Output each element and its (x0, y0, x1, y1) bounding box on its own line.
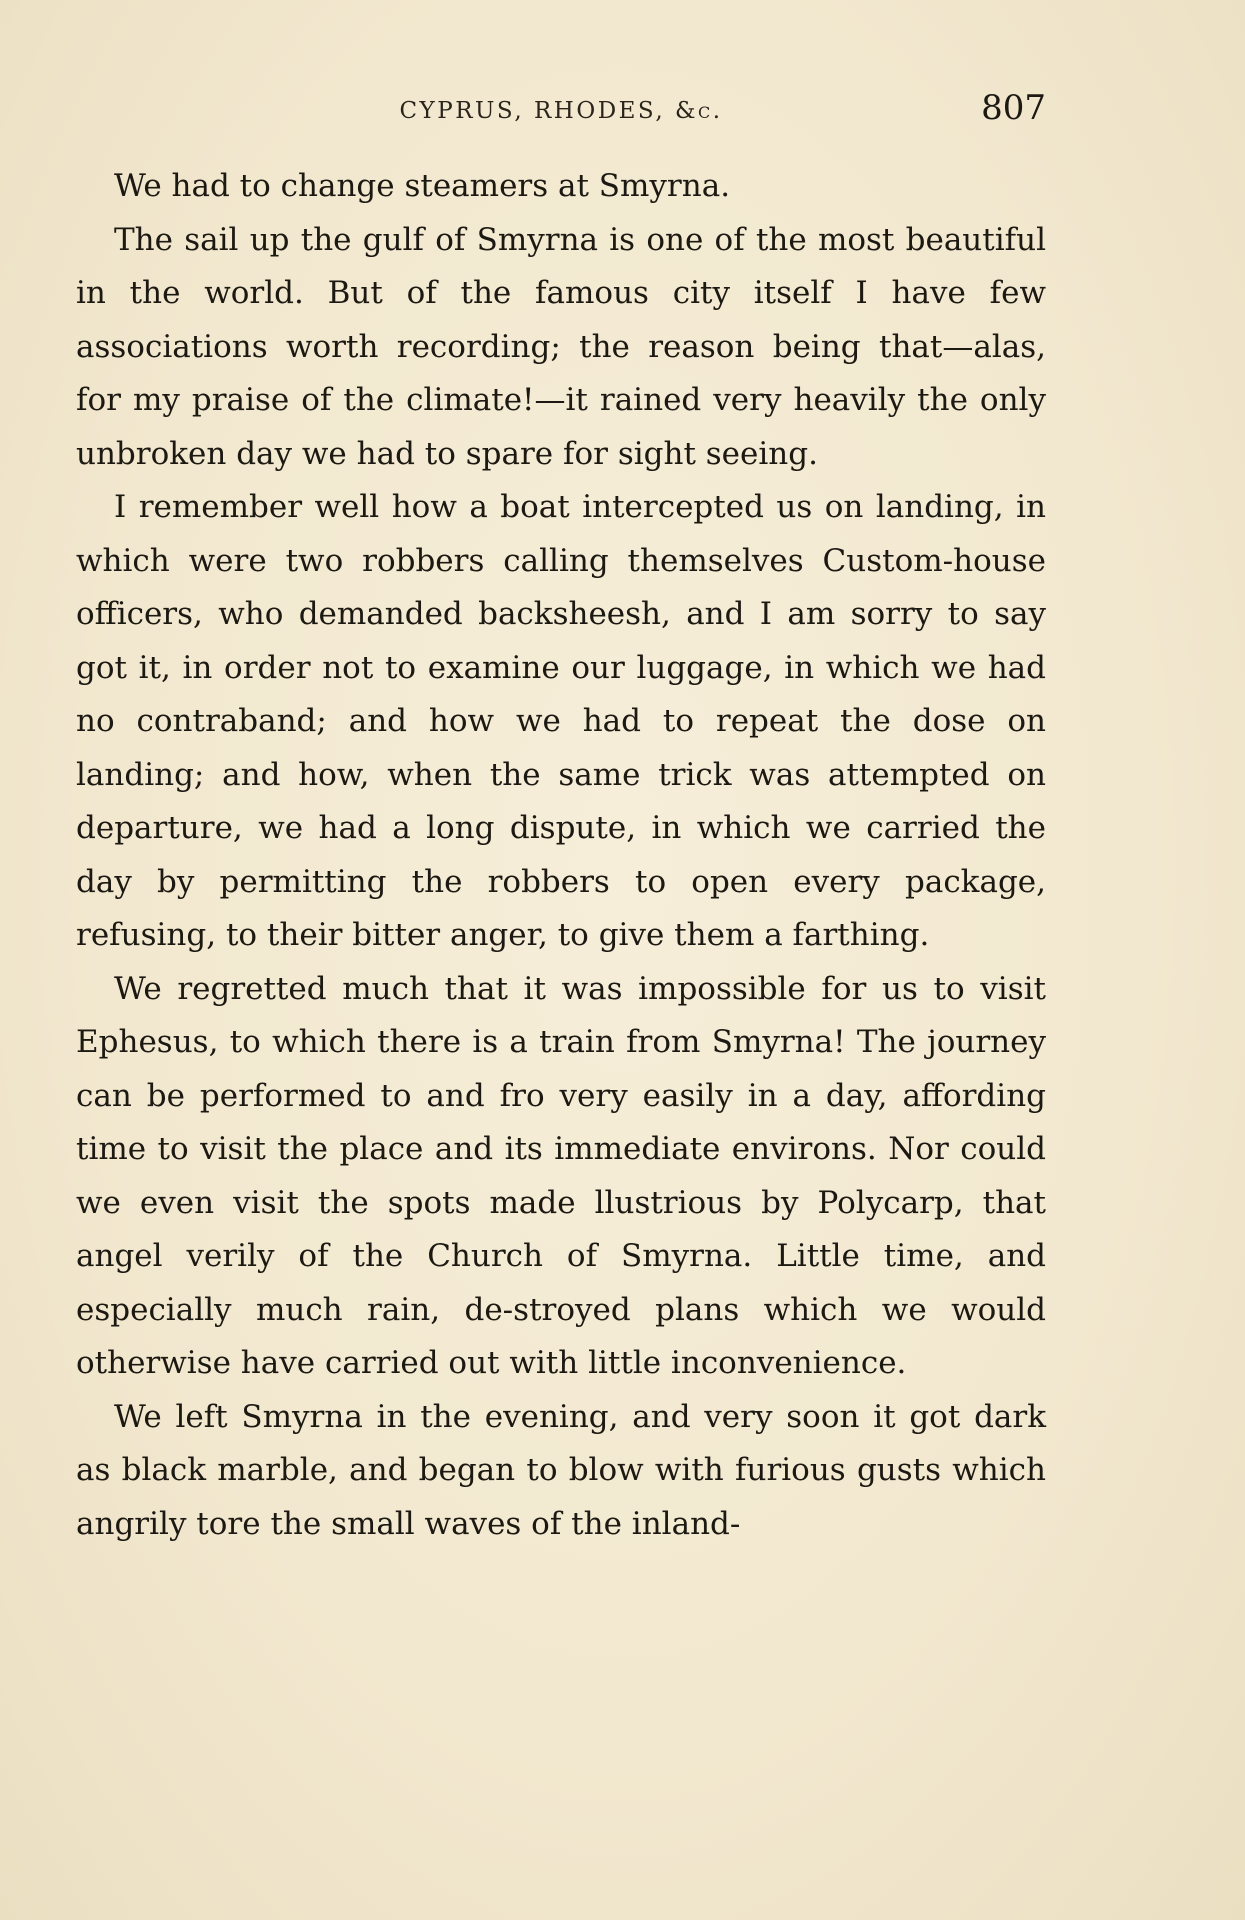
paragraph: We left Smyrna in the evening, and very soon it got dark as black marble, and began to blow with furious gusts which angrily tore the small waves of the inland- (76, 1398, 1046, 1542)
paragraph: We regretted much that it was impossible for us to visit Ephesus, to which there is a train from Smyrna! The journey can be performed to and fro very easily in a day, affording time to visit the place and its immediate environs. Nor could we even visit the spots made llustrious by Polycarp, that angel verily of the Church of Smyrna. Little time, and especially much rain, de-stroyed plans which we would otherwise have carried out with little inconvenience. (76, 970, 1046, 1381)
paragraph: I remember well how a boat intercepted us on landing, in which were two robbers calling themselves Custom-house officers, who demanded backsheesh, and I am sorry to say got it, in order not to examine our luggage, in which we had no contraband; and how we had to repeat the dose on landing; and how, when the same trick was attempted on departure, we had a long dispute, in which we carried the day by permitting the robbers to open every package, refusing, to their bitter anger, to give them a farthing. (76, 489, 1046, 953)
running-head (76, 88, 1046, 138)
page-number: 807 (981, 88, 1046, 128)
paragraph: We had to change steamers at Smyrna. (114, 168, 731, 204)
running-title: CYPRUS, RHODES, &c. (399, 98, 723, 124)
paragraph: The sail up the gulf of Smyrna is one of the most beautiful in the world. But of the famous city itself I have few associations worth recording; the reason being that—alas, for my praise of the climate!—it rained very heavily the only unbroken day we had to spare for sight seeing. (76, 221, 1046, 472)
body-text (76, 160, 1046, 1551)
